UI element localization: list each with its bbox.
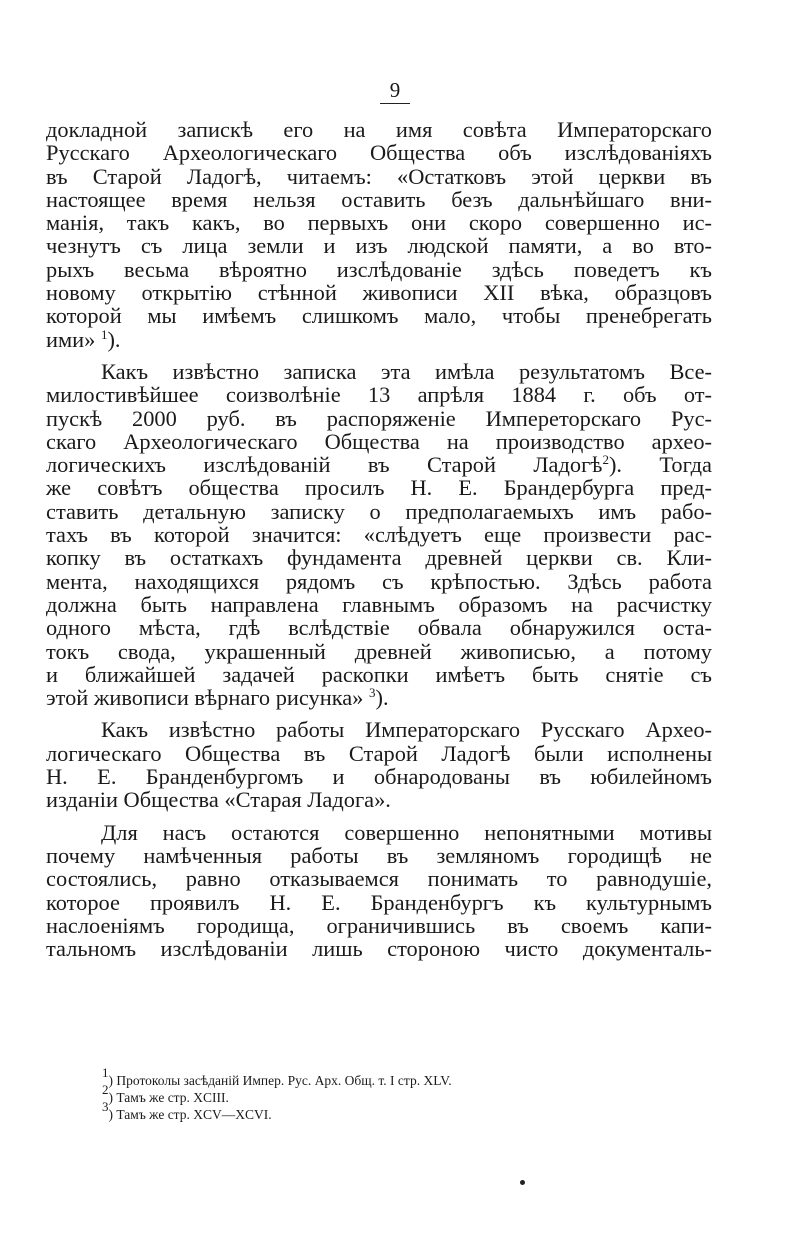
- text-line: и ближайшей задачей раскопки имѣетъ быть снятіе съ: [46, 661, 712, 687]
- footnote-2: $^2$) Тамъ же стр. XCIII.: [102, 1082, 229, 1105]
- text-line: копку въ остаткахъ фундамента древней церкви св. Кли-: [46, 545, 712, 571]
- text-line: манія, такъ какъ, во первыхъ они скоро совершенно ис-: [46, 210, 712, 236]
- text-line: должна быть направлена главнымъ образомъ на расчистку: [46, 591, 712, 617]
- text-line: одного мѣста, гдѣ вслѣдствіе обвала обнаружился оста-: [46, 615, 712, 641]
- paragraph-1: [46, 118, 712, 351]
- footnote-1: $^1$) Протоколы засѣданій Импер. Рус. Арх. Общ. т. I стр. XLV.: [102, 1065, 452, 1088]
- text-line: токъ свода, украшенный древней живописью, а потому: [46, 638, 712, 664]
- text-line: Для насъ остаются совершенно непонятными мотивы: [101, 819, 712, 845]
- text-line: докладной запискѣ его на имя совѣта Императорскаго: [46, 117, 712, 142]
- text-line: тахъ въ которой значится: «слѣдуетъ еще произвести рас-: [46, 522, 712, 548]
- text-line: Русскаго Археологическаго Общества объ изслѣдованіяхъ: [46, 140, 712, 166]
- text-line: которое проявилъ Н. Е. Бранденбургъ къ культурнымъ: [46, 889, 712, 915]
- text-line: почему намѣченныя работы въ земляномъ городищѣ не: [46, 842, 712, 868]
- text-line: настоящее время нельзя оставить безъ дальнѣйшаго вни-: [46, 186, 712, 212]
- text-line: Какъ извѣстно записка эта имѣла результатомъ Все-: [101, 358, 712, 384]
- text-line: состоялись, равно отказываемся понимать то равнодушіе,: [46, 866, 712, 892]
- text-line: пускѣ 2000 руб. въ распоряженіе Импереторскаго Рус-: [46, 405, 712, 431]
- text-line: ставить детальную записку о предполагаемыхъ имъ рабо-: [46, 498, 712, 524]
- text-line: наслоеніямъ городища, ограничившись въ своемъ капи-: [46, 912, 712, 938]
- text-line: логическихъ изслѣдованій въ Старой Ладогѣ$^2$). Тогда: [46, 452, 712, 478]
- text-line: мента, находящихся рядомъ съ крѣпостью. Здѣсь работа: [46, 568, 712, 594]
- text-line: новому открытію стѣнной живописи XII вѣка, образцовъ: [46, 280, 712, 306]
- paragraph-4: [46, 821, 712, 961]
- text-line: логическаго Общества въ Старой Ладогѣ были исполнены: [46, 740, 712, 766]
- text-line: въ Старой Ладогѣ, читаемъ: «Остатковъ этой церкви въ: [46, 163, 712, 189]
- paragraph-2: [46, 360, 712, 709]
- text-line: которой мы имѣемъ слишкомъ мало, чтобы пренебрегать: [46, 303, 712, 329]
- footnote-ref: 3: [368, 685, 376, 701]
- footnotes: [102, 1065, 662, 1123]
- body-text: [46, 118, 712, 960]
- text-line: этой живописи вѣрнаго рисунка» $^3$).: [46, 685, 389, 711]
- text-line: милостивѣйшее соизволѣніе 13 апрѣля 1884 г. объ от-: [46, 382, 712, 408]
- text-line: рыхъ весьма вѣроятно изслѣдованіе здѣсь поведетъ къ: [46, 256, 712, 282]
- paragraph-3: [46, 718, 712, 811]
- text-line: тальномъ изслѣдованіи лишь стороною чисто документаль-: [46, 936, 712, 962]
- text-line: ими» $^1$).: [46, 326, 121, 352]
- footnote-ref: 2: [602, 452, 609, 468]
- text-line: изданіи Общества «Старая Ладога».: [46, 787, 391, 813]
- footnote-ref: 1: [100, 326, 108, 342]
- text-line: Н. Е. Бранденбургомъ и обнародованы въ юбилейномъ: [46, 764, 712, 790]
- text-line: чезнутъ съ лица земли и изъ людской памяти, а во вто-: [46, 233, 712, 259]
- text-line: скаго Археологическаго Общества на производство архео-: [46, 428, 712, 454]
- text-line: же совѣтъ общества просилъ Н. Е. Брандербурга пред-: [46, 475, 712, 501]
- ink-dot: [520, 1180, 525, 1185]
- page-number: 9: [0, 78, 790, 103]
- footnote-3: $^3$) Тамъ же стр. XCV—XCVI.: [102, 1099, 272, 1122]
- text-line: Какъ извѣстно работы Императорскаго Русскаго Архео-: [101, 717, 712, 743]
